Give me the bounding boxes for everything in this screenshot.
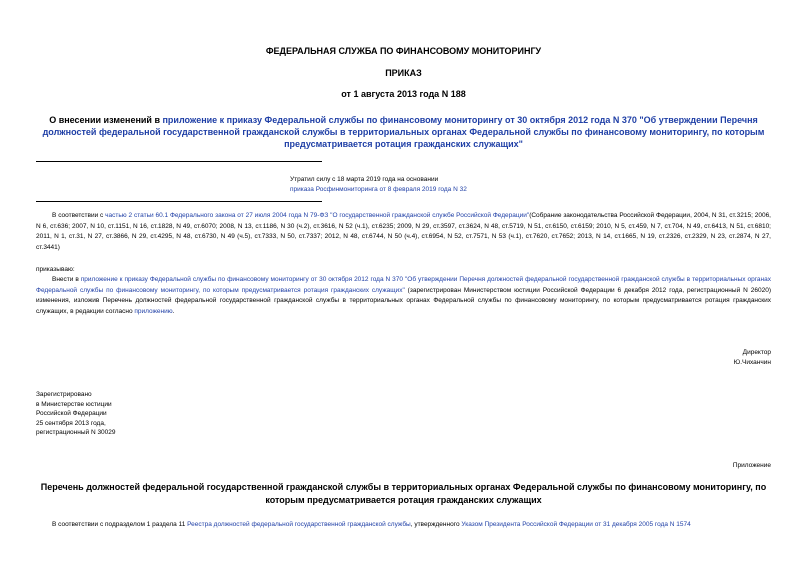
registration-block <box>36 390 336 438</box>
doc-type: ПРИКАЗ <box>385 68 422 78</box>
subject-prefix: О внесении изменений в <box>49 115 163 125</box>
signature-name: Ю.Чиханчин <box>733 358 771 366</box>
registry-link[interactable]: Реестра должностей федеральной государственной гражданской службы <box>187 521 411 528</box>
orders-word: приказываю: <box>36 266 75 273</box>
divider-top <box>36 161 322 162</box>
appendix-label: Приложение <box>732 462 771 469</box>
preamble-paragraph <box>36 211 771 253</box>
registration-line: 25 сентября 2013 года, <box>36 419 106 427</box>
lost-force-link[interactable]: приказа Росфинмониторинга от 8 февраля 2019 года N 32 <box>290 185 467 193</box>
law-link[interactable]: частью 2 статьи 60.1 Федерального закона от 27 июля 2004 года N 79-ФЗ "О государственной гражданской службе Российской Федерации" <box>105 212 530 219</box>
order-prefix: Внести в <box>52 276 81 283</box>
registration-line: Российской Федерации <box>36 410 107 417</box>
registration-line: Зарегистрировано <box>36 391 92 398</box>
list-title: Перечень должностей федеральной государственной гражданской службы в территориальных органах Федеральной службы по финансовому мониторингу, по которым предусматривается ротация гражданских служащих <box>40 482 767 505</box>
subject-link[interactable]: приложение к приказу Федеральной службы по финансовому мониторингу от 30 октября 2012 года N 370 "Об утверждении Перечня должностей федеральной государственной гражданской службы в территориальных органах Федеральной службы по финансовому мониторингу, по которым предусматривается ротация гражданских служащих" <box>42 115 765 149</box>
lost-force-text: Утратил силу с 18 марта 2019 года на основании <box>290 176 439 183</box>
appendix-middle: , утвержденного <box>410 521 462 528</box>
order-paragraph <box>36 275 771 317</box>
doc-date-number: от 1 августа 2013 года N 188 <box>341 89 466 99</box>
order-link-annex[interactable]: приложение к приказу Федеральной службы по финансовому мониторингу от 30 октября 2012 года N 370 "Об утверждении Перечня должностей федеральной государственной гражданской службы в территориальных органах Федеральной службы по финансовому мониторингу, по которым предусматривается ротация гражданских служащих" <box>36 276 771 294</box>
registration-line: регистрационный N 30029 <box>36 429 116 436</box>
appendix-prefix: В соответствии с подразделом 1 раздела 11 <box>52 521 188 528</box>
lost-force-note <box>290 175 530 194</box>
appendix-paragraph <box>36 520 771 531</box>
signature-position: Директор <box>742 349 771 356</box>
preamble-prefix: В соответствии с <box>52 212 106 219</box>
subject-heading <box>36 114 771 150</box>
preamble-rest: (Собрание законодательства Российской Федерации, 2004, N 31, ст.3215; 2006, N 6, ст.636; 2007, N 10, ст.1151, N 16, ст.1828, N 49, ст.6070; 2008, N 13, ст.1186, N 30 (ч.2), ст.3616, N 52 (ч.1), ст.6235; 2009, N 29, ст.3597, ст.3624, N 48, ст.5719, N 51, ст.6150, ст.6159; 2010, N 5, ст.459, N 7, ст.704, N 49, ст.6413, N 51, ст.6810; 2011, N 1, ст.31, N 27, ст.3866, N 29, ст.4295, N 48, ст.6730, N 49 (ч.5), ст.7333, N 50, ст.7337; 2012, N 48, ст.6744, N 50 (ч.4), ст.6954, N 52, ст.7571, N 53 (ч.1), ст.7620, ст.7652; 2013, N 14, ст.1665, N 19, ст.2326, ст.2329, N 23, ст.2874, N 27, ст.3441) <box>36 212 771 251</box>
order-middle: (зарегистрирован Министерством юстиции Российской Федерации 6 декабря 2012 года, регистрационный N 26020) изменения, изложив Перечень должностей федеральной государственной гражданской службы в территориальных органах Федеральной службы по финансовому мониторингу, по которым предусматривается ротация гражданских служащих, в редакции согласно <box>36 286 771 315</box>
decree-link[interactable]: Указом Президента Российской Федерации от 31 декабря 2005 года N 1574 <box>461 521 691 528</box>
signature-block <box>560 348 771 367</box>
agency-title: ФЕДЕРАЛЬНАЯ СЛУЖБА ПО ФИНАНСОВОМУ МОНИТОРИНГУ <box>265 46 542 56</box>
registration-line: в Министерстве юстиции <box>36 400 112 408</box>
order-end: . <box>172 307 175 315</box>
order-link-appendix[interactable]: приложению <box>134 307 173 315</box>
divider-bottom <box>36 201 322 202</box>
